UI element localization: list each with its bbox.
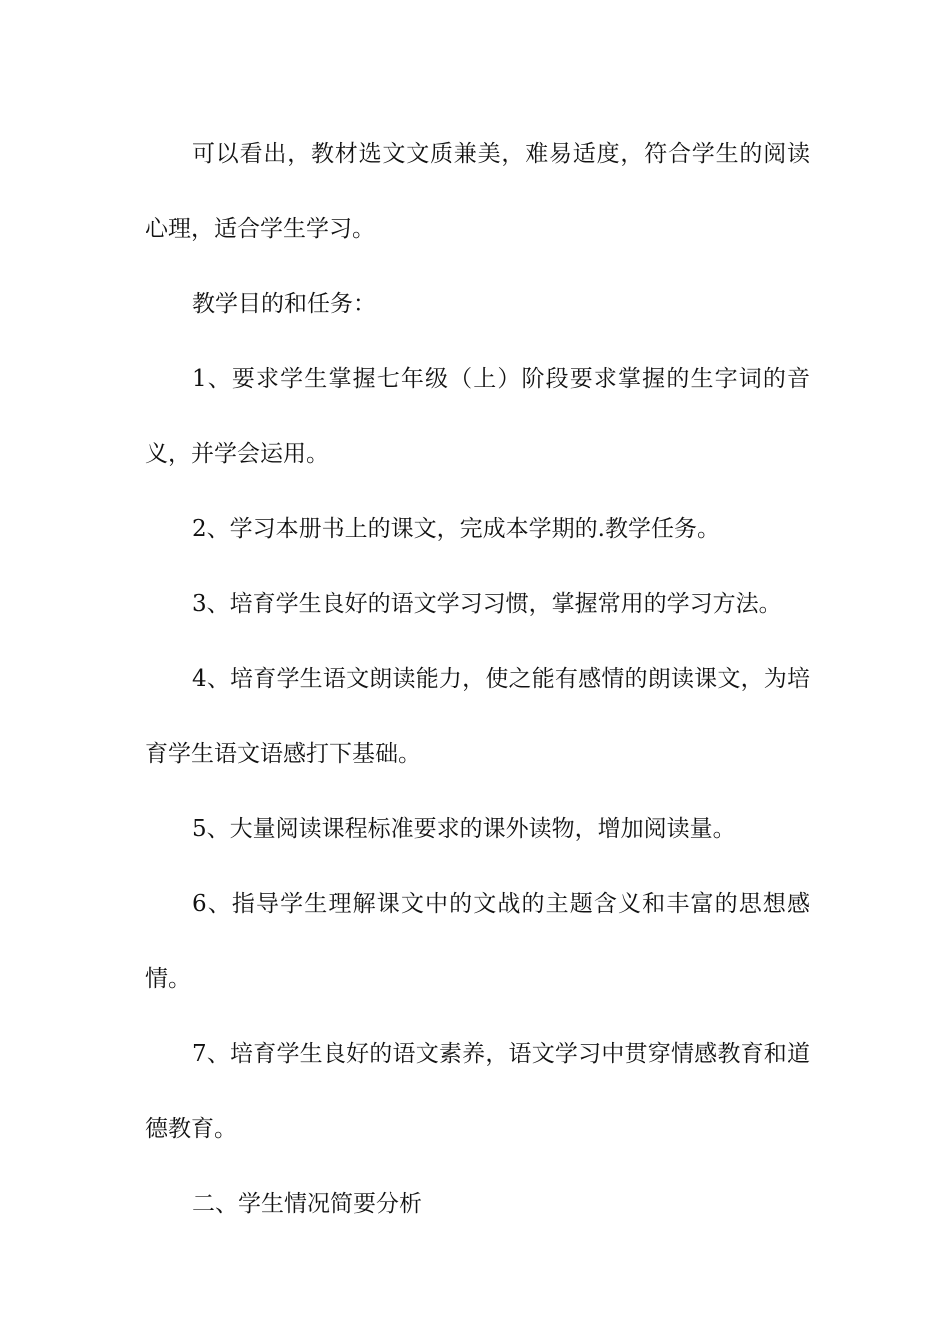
list-item-goal-7: 7、培育学生良好的语文素养，语文学习中贯穿情感教育和道德教育。 <box>145 1041 810 1142</box>
list-item-goal-5: 5、大量阅读课程标准要求的课外读物，增加阅读量。 <box>192 816 736 842</box>
list-item-goal-4: 4、培育学生语文朗读能力，使之能有感情的朗读课文，为培育学生语文语感打下基础。 <box>145 666 810 767</box>
section-heading-student-analysis: 二、学生情况简要分析 <box>192 1191 422 1217</box>
list-item-goal-6: 6、指导学生理解课文中的文战的主题含义和丰富的思想感情。 <box>145 891 810 992</box>
document-body <box>145 117 810 1242</box>
list-item-goal-2: 2、学习本册书上的课文，完成本学期的.教学任务。 <box>192 516 720 542</box>
heading-teaching-goals: 教学目的和任务： <box>192 291 376 317</box>
paragraph-textbook-analysis: 可以看出，教材选文文质兼美，难易适度，符合学生的阅读心理，适合学生学习。 <box>145 141 810 242</box>
list-item-goal-3: 3、培育学生良好的语文学习习惯，掌握常用的学习方法。 <box>192 591 782 617</box>
list-item-goal-1: 1、要求学生掌握七年级（上）阶段要求掌握的生字词的音义，并学会运用。 <box>145 366 810 467</box>
